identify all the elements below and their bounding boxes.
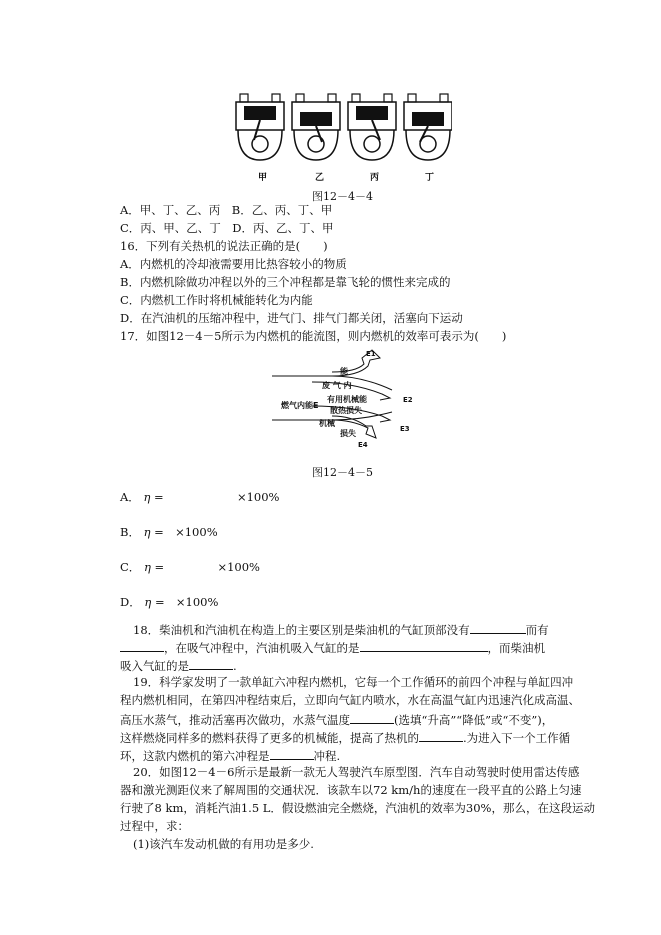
q18-text: ，在吸气冲程中，汽油机吸入气缸的是 xyxy=(164,641,360,655)
q15-options-line2: C．丙、甲、乙、丁 D．丙、乙、丁、甲 xyxy=(120,221,334,235)
label-bing: 丙 xyxy=(370,173,380,183)
q18-text: . xyxy=(233,659,237,673)
q20-line2: 器和激光测距仪来了解周围的交通状况．该款车以72 km/h的速度在一段平直的公路上匀速 xyxy=(120,783,582,797)
caption-fig-12-4-4: 图12－4－4 xyxy=(312,190,373,203)
answer-blank[interactable] xyxy=(189,657,233,670)
q19-text: ， xyxy=(541,713,554,727)
label-e1: E1 xyxy=(366,350,376,358)
caption-fig-12-4-5: 图12－4－5 xyxy=(312,466,373,479)
q20-line3: 行驶了8 km，消耗汽油1.5 L．假设燃油完全燃烧，汽油机的效率为30%，那么，在这段运动 xyxy=(120,801,595,815)
label-ding: 丁 xyxy=(425,173,435,183)
q19-line3 xyxy=(120,711,553,728)
q18-text: ，而柴油机 xyxy=(487,641,545,655)
engine-ding-icon xyxy=(404,94,452,160)
q16-option-d: D．在汽油机的压缩冲程中，进气门、排气门都关闭，活塞向下运动 xyxy=(120,311,463,325)
q18-line2 xyxy=(120,639,545,656)
q17-option-letter: A． xyxy=(120,490,140,504)
eta-symbol: η xyxy=(143,560,151,574)
answer-blank[interactable] xyxy=(270,747,314,760)
label-useful-mech: 有用机械能 xyxy=(327,395,367,404)
q20-line4: 过程中，求： xyxy=(120,819,189,833)
label-loss: 损失 xyxy=(340,429,356,438)
q18-line1 xyxy=(133,621,549,638)
q19-text: 冲程. xyxy=(313,749,341,763)
q18-line3 xyxy=(120,657,237,674)
q18-text: 吸入气缸的是 xyxy=(120,659,189,673)
label-yi: 乙 xyxy=(315,173,325,183)
eta-symbol: η xyxy=(144,595,152,609)
label-jia: 甲 xyxy=(258,173,268,183)
engine-yi-icon xyxy=(292,94,340,160)
q17-option-a xyxy=(120,490,279,505)
q19-text: 这样燃烧同样多的燃料获得了更多的机械能，提高了热机的 xyxy=(120,731,419,745)
label-fuel-energy: 燃气内能E xyxy=(281,401,319,410)
q16-option-a: A．内燃机的冷却液需要用比热容较小的物质 xyxy=(120,257,347,271)
answer-blank[interactable] xyxy=(470,621,526,634)
q19-text: (选填“升高”“降低”或“不变”) xyxy=(394,713,542,727)
q17-option-d xyxy=(120,595,218,610)
percent-tail: ×100% xyxy=(175,595,219,609)
percent-tail: ×100% xyxy=(175,525,218,539)
equals-sign: = xyxy=(154,595,165,609)
engine-bing-icon xyxy=(348,94,396,160)
q19-line5 xyxy=(120,747,340,764)
equals-sign: = xyxy=(154,560,165,574)
answer-blank[interactable] xyxy=(350,711,394,724)
q16-option-b: B．内燃机除做功冲程以外的三个冲程都是靠飞轮的惯性来完成的 xyxy=(120,275,451,289)
q19-line1: 19．科学家发明了一款单缸六冲程内燃机，它每一个工作循环的前四个冲程与单缸四冲 xyxy=(133,675,574,689)
percent-tail: ×100% xyxy=(217,560,260,574)
label-heat-loss: 散热损失 xyxy=(330,406,362,415)
engine-strokes-figure xyxy=(234,88,452,180)
percent-tail: ×100% xyxy=(236,490,280,504)
q17-option-c xyxy=(120,560,260,575)
q18-text: 18．柴油机和汽油机在构造上的主要区别是柴油机的气缸顶部没有 xyxy=(133,623,470,637)
q19-line2: 程内燃机相同，在第四冲程结束后，立即向气缸内喷水，水在高温气缸内迅速汽化成高温、 xyxy=(120,693,580,707)
label-mech: 机械 xyxy=(319,419,335,428)
answer-blank[interactable] xyxy=(120,639,164,652)
label-e2: E2 xyxy=(403,396,413,404)
q15-options-line1: A．甲、丁、乙、丙 B．乙、丙、丁、甲 xyxy=(120,203,333,217)
q20-subquestion-1: (1)该汽车发动机做的有用功是多少. xyxy=(133,837,314,851)
equals-sign: = xyxy=(154,490,164,504)
eta-symbol: η xyxy=(143,490,151,504)
label-e3: E3 xyxy=(400,425,410,433)
answer-blank[interactable] xyxy=(360,639,488,652)
answer-blank[interactable] xyxy=(419,729,463,742)
q16-stem: 16．下列有关热机的说法正确的是( ) xyxy=(120,239,328,253)
eta-symbol: η xyxy=(143,525,151,539)
q16-option-c: C．内燃机工作时将机械能转化为内能 xyxy=(120,293,313,307)
q17-option-letter: B． xyxy=(120,525,140,539)
q17-option-letter: D． xyxy=(120,595,141,609)
equals-sign: = xyxy=(154,525,164,539)
engine-jia-icon xyxy=(236,94,284,160)
q19-text: .为进入下一个工作循 xyxy=(463,731,571,745)
q17-option-b xyxy=(120,525,218,540)
q19-text: 高压水蒸气，推动活塞再次做功，水蒸气温度 xyxy=(120,713,350,727)
label-energy-arrow: 能 xyxy=(340,367,348,376)
label-e4: E4 xyxy=(358,441,368,449)
q18-text: 而有 xyxy=(525,623,549,637)
q17-stem: 17．如图12－4－5所示为内燃机的能流图，则内燃机的效率可表示为( ) xyxy=(120,329,507,343)
q20-line1: 20．如图12－4－6所示是最新一款无人驾驶汽车原型图．汽车自动驾驶时使用雷达传感 xyxy=(133,765,580,779)
q19-text: 环，这款内燃机的第六冲程是 xyxy=(120,749,270,763)
q17-option-letter: C． xyxy=(120,560,141,574)
q19-line4 xyxy=(120,729,570,746)
label-waste-gas: 废 气 内 xyxy=(322,381,352,390)
